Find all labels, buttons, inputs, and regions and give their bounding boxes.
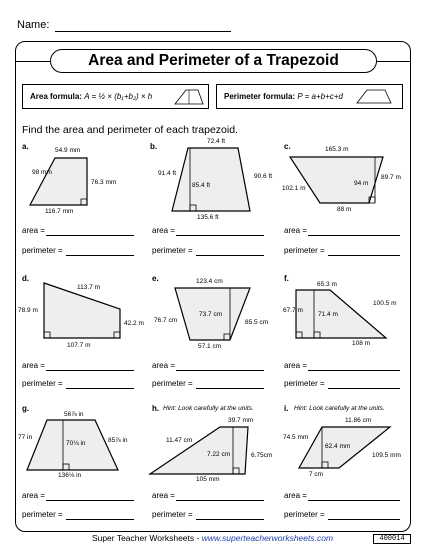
problem-h-height: 7.22 cm xyxy=(207,451,231,458)
problem-b-left: 91.4 ft xyxy=(158,170,177,177)
problem-h-area-field[interactable] xyxy=(176,500,264,501)
name-label: Name: xyxy=(17,19,50,31)
problem-c-letter: c. xyxy=(284,142,291,151)
problem-h-bottom: 105 mm xyxy=(196,476,220,483)
problem-h-top: 39.7 mm xyxy=(228,417,254,424)
problem-i-perimeter-field[interactable] xyxy=(328,519,400,520)
problem-i-left: 74.5 mm xyxy=(283,434,309,441)
page-title: Area and Perimeter of a Trapezoid xyxy=(50,49,377,73)
problem-a-perimeter-label: perimeter = xyxy=(22,246,63,255)
problem-d-left: 78.9 m xyxy=(18,307,38,314)
problem-g-bottom: 136⅛ in xyxy=(58,472,82,479)
problem-e-bottom: 57.1 cm xyxy=(198,343,222,350)
problem-i-bottom: 7 cm xyxy=(309,471,324,478)
problem-a-area-label: area = xyxy=(22,226,45,235)
problem-h-left: 11.47 cm xyxy=(166,437,193,444)
problem-b-height: 85.4 ft xyxy=(192,182,211,189)
problem-f-right: 100.5 m xyxy=(373,300,397,307)
problem-b-top: 72.4 ft xyxy=(207,138,226,145)
problem-g-perimeter-label: perimeter = xyxy=(22,510,63,519)
problem-b-perimeter-label: perimeter = xyxy=(152,246,193,255)
problem-g-area-field[interactable] xyxy=(46,500,134,501)
problem-f-bottom: 108 m xyxy=(352,340,371,347)
area-formula-expression: A = ½ × (b₁+b₂) × h xyxy=(84,92,153,101)
problem-b-letter: b. xyxy=(150,142,158,151)
problem-c-bottom: 88 m xyxy=(337,206,352,213)
problem-i-area-field[interactable] xyxy=(308,500,400,501)
problem-d-perimeter-label: perimeter = xyxy=(22,379,63,388)
problem-h-area-label: area = xyxy=(152,491,175,500)
problem-a-right: 76.3 mm xyxy=(91,179,117,186)
problem-c-left: 102.1 m xyxy=(282,185,306,192)
problem-b-bottom: 135.6 ft xyxy=(197,214,219,221)
problem-h-perimeter-field[interactable] xyxy=(196,519,264,520)
problem-f-area-label: area = xyxy=(284,361,307,370)
problem-g-right: 85⅞ in xyxy=(108,437,128,444)
problem-f-height: 71.4 m xyxy=(318,311,338,318)
problem-c-height: 94 m xyxy=(354,180,369,187)
problem-d-right: 42.2 m xyxy=(124,320,144,327)
problem-e-top: 123.4 cm xyxy=(196,278,223,285)
problem-a-bottom: 116.7 mm xyxy=(45,208,74,215)
problem-c-perimeter-label: perimeter = xyxy=(284,246,325,255)
problem-a-letter: a. xyxy=(22,142,29,151)
problem-g-letter: g. xyxy=(22,404,30,413)
problem-i-hint: Hint: Look carefully at the units. xyxy=(294,405,385,412)
problem-d-top: 113.7 m xyxy=(77,284,101,291)
problem-c-right: 89.7 m xyxy=(381,174,401,181)
problem-f-letter: f. xyxy=(284,274,289,283)
problem-d-area-label: area = xyxy=(22,361,45,370)
problem-c-area-label: area = xyxy=(284,226,307,235)
problem-e-height: 73.7 cm xyxy=(199,311,223,318)
problem-e-right: 85.5 cm xyxy=(245,319,269,326)
instructions: Find the area and perimeter of each trapezoid. xyxy=(22,124,238,136)
problem-b-area-label: area = xyxy=(152,226,175,235)
problem-a-left: 98 mm xyxy=(32,169,52,176)
problem-e-area-label: area = xyxy=(152,361,175,370)
problem-b-right: 90.6 ft xyxy=(254,173,273,180)
problem-g-perimeter-field[interactable] xyxy=(66,519,134,520)
perimeter-formula-expression: P = a+b+c+d xyxy=(297,92,343,101)
problem-i-area-label: area = xyxy=(284,491,307,500)
problem-d-bottom: 107.7 m xyxy=(67,342,91,349)
problem-c-top: 165.3 m xyxy=(325,146,349,153)
problem-g-area-label: area = xyxy=(22,491,45,500)
problem-i-height: 62.4 mm xyxy=(325,443,351,450)
problem-h-letter: h. xyxy=(152,404,160,413)
problem-g-top: 56⅞ in xyxy=(64,411,84,418)
problem-h-perimeter-label: perimeter = xyxy=(152,510,193,519)
problem-f-top: 65.3 m xyxy=(317,281,337,288)
perimeter-formula-label: Perimeter formula: xyxy=(224,92,296,101)
problem-e-perimeter-label: perimeter = xyxy=(152,379,193,388)
problem-f-perimeter-label: perimeter = xyxy=(284,379,325,388)
problem-h-right: 6.75cm xyxy=(251,452,273,459)
problem-a-top: 54.9 mm xyxy=(55,147,81,154)
problem-d-letter: d. xyxy=(22,274,30,283)
problem-i-perimeter-label: perimeter = xyxy=(284,510,325,519)
problem-i-top: 11.86 cm xyxy=(345,417,372,424)
problem-e-letter: e. xyxy=(152,274,159,283)
problem-i-right: 109.5 mm xyxy=(372,452,401,459)
problem-h-hint: Hint: Look carefully at the units. xyxy=(163,405,254,412)
problem-e-left: 76.7 cm xyxy=(154,317,178,324)
problem-g-height: 70⅛ in xyxy=(66,440,86,447)
footer-link[interactable]: www.superteacherworksheets.com xyxy=(201,533,334,543)
problem-g-left: 77 in xyxy=(18,434,33,441)
area-formula-label: Area formula: xyxy=(30,92,83,101)
footer-text: Super Teacher Worksheets - xyxy=(91,533,202,543)
worksheet-code: 400014 xyxy=(373,534,411,544)
footer xyxy=(0,533,425,543)
problem-i-letter: i. xyxy=(284,404,289,413)
problem-f-left: 67.7 m xyxy=(283,307,303,314)
